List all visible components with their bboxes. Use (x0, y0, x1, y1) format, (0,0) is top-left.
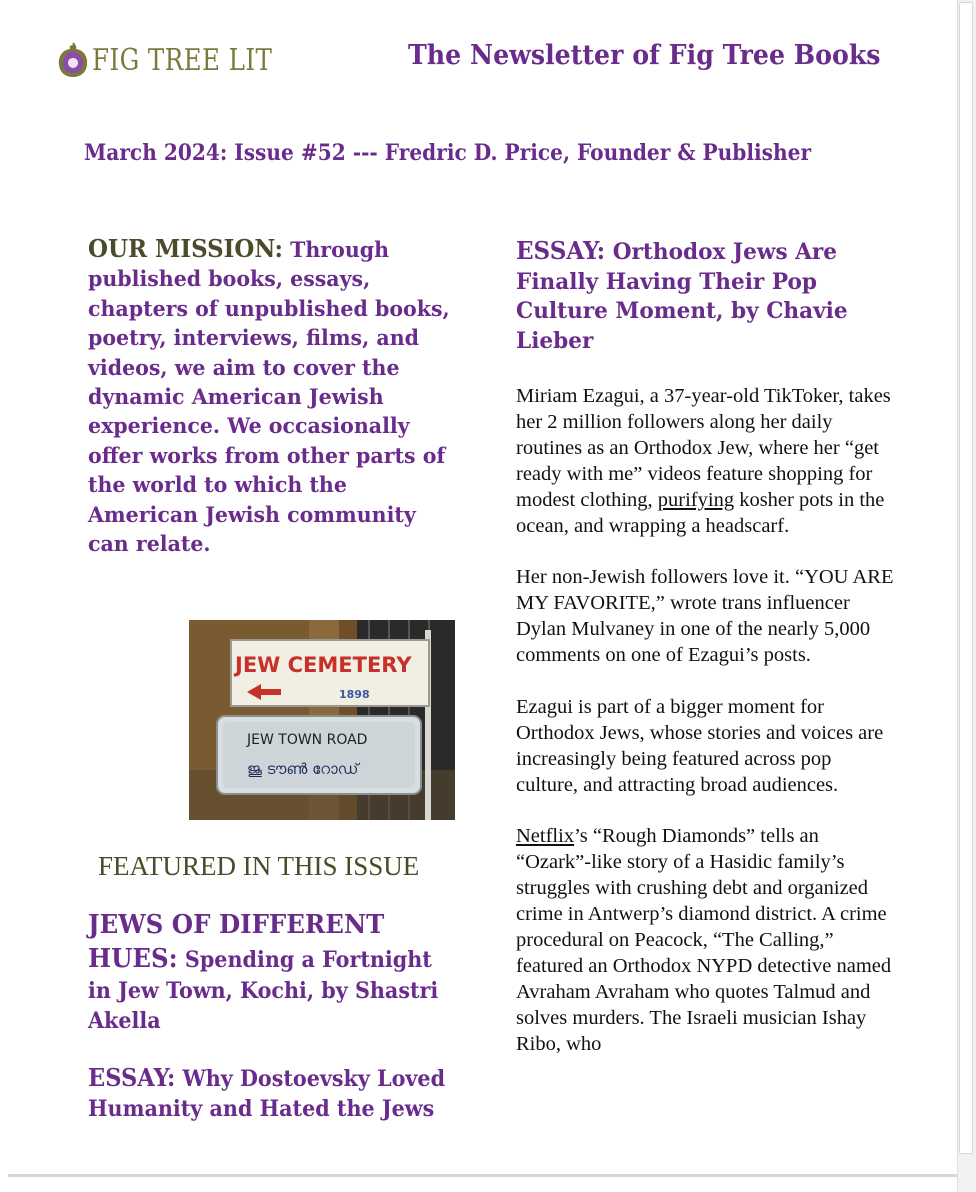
sign-bottom-script: ജൂ ടൗൺ റോഡ് (247, 760, 359, 778)
mission-body: Through published books, essays, chapters of unpublished books, poetry, interviews, films, and videos, we aim to cover the dynamic American Jewish experience. We occasionally offer works from other parts of the world to which the American Jewish community can relate. (88, 238, 450, 558)
featured-item-1-label: JEWS OF DIFFERENT HUES: (88, 910, 385, 974)
sign-bottom-text: JEW TOWN ROAD (247, 732, 368, 748)
issue-line: March 2024: Issue #52 --- Fredric D. Price, Founder & Publisher (84, 140, 812, 166)
essay-body (516, 384, 896, 1083)
featured-item-1-title: Spending a Fortnight in Jew Town, Kochi, by Shastri Akella (88, 947, 439, 1034)
essay-paragraph-4-text: ’s “Rough Diamonds” tells an “Ozark”-like story of a Hasidic family’s struggles with crushing debt and organized crime in Antwerp’s diamond district. A crime procedural on Peacock, “The Calling,” featured an Orthodox NYPD detective named Avraham Avraham who quotes Talmud and solves murders. The Israeli musician Ishay Ribo, who (516, 825, 892, 1055)
content-bottom-edge (8, 1174, 958, 1177)
fig-icon (56, 41, 90, 79)
netflix-link[interactable]: Netflix (516, 825, 575, 848)
featured-item-2-label: ESSAY: (88, 1063, 176, 1092)
purifying-link[interactable]: purifying (657, 488, 735, 511)
essay-paragraph-1-start: Miriam Ezagui, a 37-year-old TikToker, takes her 2 million followers along her daily routines as an Orthodox Jew, where her “get ready with me” videos feature shopping for modest clothing, (516, 385, 891, 511)
newsletter-title: The Newsletter of Fig Tree Books (408, 40, 881, 71)
essay-title-text: Orthodox Jews Are Finally Having Their Pop Culture Moment, by Chavie Lieber (516, 239, 848, 354)
jew-town-sign-photo (189, 620, 455, 820)
bottom-padding (0, 1177, 958, 1192)
essay-title (516, 236, 881, 356)
essay-paragraph-1 (516, 384, 896, 539)
essay-paragraph-3: Ezagui is part of a bigger moment for Orthodox Jews, whose stories and voices are increasingly being featured across pop culture, and attracting broad audiences. (516, 695, 884, 796)
featured-heading: FEATURED IN THIS ISSUE (98, 851, 420, 881)
mission-label: OUR MISSION: (88, 234, 283, 263)
essay-label: ESSAY: (516, 236, 606, 265)
vertical-scrollbar[interactable] (957, 0, 976, 1192)
sign-top-text: JEW CEMETERY (235, 653, 412, 677)
featured-item-2-title: Why Dostoevsky Loved Humanity and Hated the Jews (88, 1066, 446, 1122)
sign-top-year: 1898 (339, 688, 370, 701)
essay-paragraph-4 (516, 824, 896, 1057)
fig-tree-lit-logo[interactable] (56, 40, 312, 80)
essay-paragraph-2: Her non-Jewish followers love it. “YOU ARE MY FAVORITE,” wrote trans influencer Dylan Mulvaney in one of the nearly 5,000 comments on one of Ezagui’s posts. (516, 566, 894, 667)
mission-text (88, 234, 451, 559)
essay-paragraph-1-end: kosher pots in the ocean, and wrapping a headscarf. (516, 488, 885, 537)
featured-item-2[interactable] (88, 1063, 460, 1124)
mission-section (88, 234, 460, 559)
logo-text: FIG TREE LIT (92, 42, 273, 78)
sign-photo-illustration (189, 620, 455, 820)
featured-item-1[interactable] (88, 908, 460, 1036)
scrollbar-thumb[interactable] (959, 2, 973, 1154)
